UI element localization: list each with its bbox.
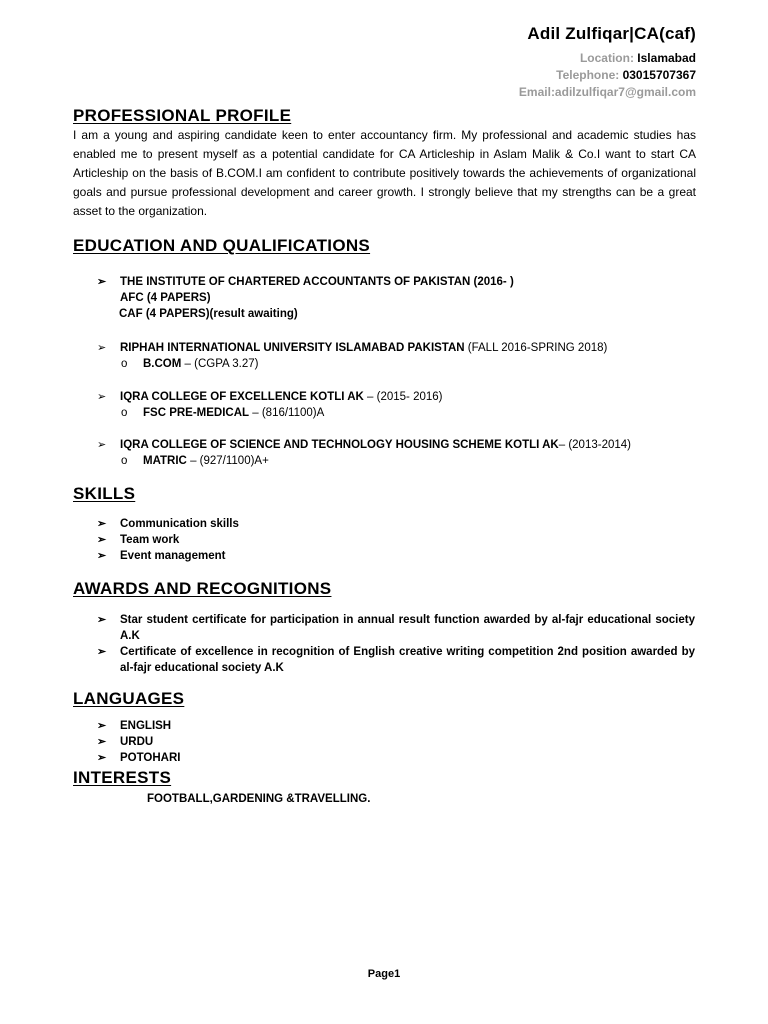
location-value: Islamabad: [637, 51, 696, 65]
interests-text: FOOTBALL,GARDENING &TRAVELLING.: [147, 793, 371, 805]
list-item: [97, 644, 695, 676]
profile-text: I am a young and aspiring candidate keen to enter accountancy firm. My professional and academic studies has enabled me to present myself as a potential candidate for CA Articleship in Aslam Malik & Co.I want to start CA Articleship on the basis of B.COM.I am confident to contribute positively towards the achievements of organizational goals and pursue professional development and career growth. I strongly believe that my strengths can be a great asset to the organization.: [73, 128, 696, 218]
telephone-line: [519, 67, 696, 84]
degree-result: – (816/1100)A: [249, 407, 325, 419]
page-number: Page1: [367, 968, 401, 980]
skills-list: [97, 516, 239, 564]
candidate-name: Adil Zulfiqar|CA(caf): [527, 24, 696, 43]
degree-line: [97, 453, 631, 469]
contact-info: [519, 50, 696, 101]
circle-bullet-icon: o: [121, 407, 128, 419]
education-item: [97, 274, 514, 322]
education-item: [97, 437, 631, 469]
list-item: [97, 274, 514, 290]
awards-heading: AWARDS AND RECOGNITIONS: [73, 579, 332, 598]
skill-text: Team work: [120, 534, 180, 546]
arrow-bullet-icon: ➢: [97, 439, 107, 451]
list-item: [97, 734, 181, 750]
study-period: – (2015- 2016): [363, 391, 443, 403]
list-item: [97, 548, 239, 564]
institution-name: THE INSTITUTE OF CHARTERED ACCOUNTANTS OF PAKISTAN (2016- ): [120, 276, 514, 288]
qualification-line: CAF (4 PAPERS)(result awaiting): [119, 308, 298, 320]
skill-text: Event management: [120, 550, 226, 562]
list-item: [97, 750, 181, 766]
degree-name: MATRIC: [143, 455, 187, 467]
degree-result: – (CGPA 3.27): [181, 358, 259, 370]
list-item: [97, 340, 607, 356]
list-item: [97, 389, 443, 405]
degree-result: – (927/1100)A+: [186, 455, 269, 467]
degree-name: B.COM: [143, 358, 182, 370]
qualification-line: AFC (4 PAPERS): [120, 292, 211, 304]
skills-heading: SKILLS: [73, 484, 136, 503]
skill-text: Communication skills: [120, 518, 239, 530]
institution-name: RIPHAH INTERNATIONAL UNIVERSITY ISLAMABAD PAKISTAN: [120, 342, 465, 354]
resume-header: [519, 24, 696, 101]
language-text: ENGLISH: [120, 720, 172, 732]
circle-bullet-icon: o: [121, 358, 128, 370]
degree-line: [97, 405, 443, 421]
arrow-bullet-icon: ➢: [97, 276, 107, 288]
arrow-bullet-icon: ➢: [97, 550, 107, 562]
location-line: [519, 50, 696, 67]
award-text: Certificate of excellence in recognition of English creative writing competition 2nd position awarded by al-fajr educational society A.K: [120, 646, 695, 674]
circle-bullet-icon: o: [121, 455, 128, 467]
list-item: [97, 437, 631, 453]
telephone-value: 03015707367: [622, 68, 696, 82]
arrow-bullet-icon: ➢: [97, 534, 107, 546]
arrow-bullet-icon: ➢: [97, 518, 107, 530]
institution-name: IQRA COLLEGE OF SCIENCE AND TECHNOLOGY HOUSING SCHEME KOTLI AK: [120, 439, 559, 451]
arrow-bullet-icon: ➢: [97, 736, 107, 748]
awards-list: [97, 612, 695, 676]
arrow-bullet-icon: ➢: [97, 391, 107, 403]
arrow-bullet-icon: ➢: [97, 646, 107, 658]
education-item: [97, 340, 607, 372]
arrow-bullet-icon: ➢: [97, 342, 107, 354]
study-period: – (2013-2014): [558, 439, 631, 451]
list-item: [97, 718, 181, 734]
location-label: Location:: [579, 51, 638, 65]
telephone-label: Telephone:: [556, 68, 623, 82]
degree-line: [97, 356, 607, 372]
profile-heading: PROFESSIONAL PROFILE: [73, 106, 292, 125]
education-heading: EDUCATION AND QUALIFICATIONS: [73, 236, 371, 255]
institution-name: IQRA COLLEGE OF EXCELLENCE KOTLI AK: [120, 391, 364, 403]
language-text: POTOHARI: [120, 752, 181, 764]
list-item: [97, 612, 695, 644]
email-line: Email:adilzulfiqar7@gmail.com: [518, 85, 696, 99]
arrow-bullet-icon: ➢: [97, 752, 107, 764]
interests-heading: INTERESTS: [73, 768, 172, 787]
languages-list: [97, 718, 181, 766]
arrow-bullet-icon: ➢: [97, 720, 107, 732]
education-item: [97, 389, 443, 421]
list-item: [97, 516, 239, 532]
list-item: [97, 532, 239, 548]
language-text: URDU: [120, 736, 154, 748]
degree-name: FSC PRE-MEDICAL: [143, 407, 250, 419]
languages-heading: LANGUAGES: [73, 689, 185, 708]
award-text: Star student certificate for participation in annual result function awarded by al-fajr educational society A.K: [120, 614, 695, 642]
study-period: (FALL 2016-SPRING 2018): [464, 342, 608, 354]
arrow-bullet-icon: ➢: [97, 614, 107, 626]
